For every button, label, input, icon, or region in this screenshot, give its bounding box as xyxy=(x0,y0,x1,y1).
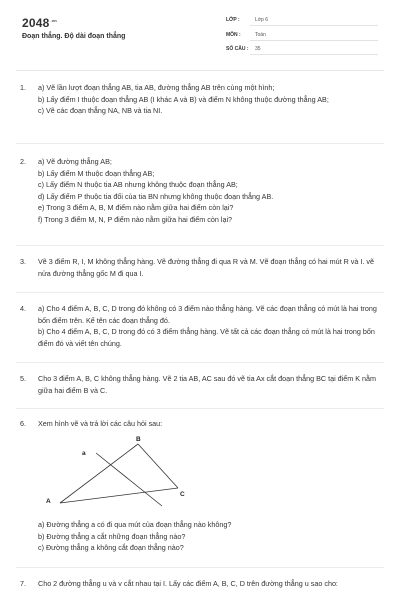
question-7 xyxy=(20,578,380,590)
question-line: Xem hình vẽ và trả lời các câu hỏi sau: xyxy=(38,419,163,428)
line-a xyxy=(96,453,162,506)
question-line: f) Trong 3 điểm M, N, P điểm nào nằm giữa hai điểm còn lại? xyxy=(38,214,233,224)
segment-ac xyxy=(60,488,178,503)
question-divider xyxy=(16,143,384,144)
question-line: b) Lấy điểm M thuộc đoạn thẳng AB; xyxy=(38,168,155,178)
question-line: d) Lấy điểm P thuộc tia đối của tia BN nhưng không thuộc đoạn thẳng AB. xyxy=(38,191,274,201)
question-count-label: SỐ CÂU : xyxy=(226,46,249,52)
document-title: Đoạn thẳng. Độ dài đoạn thẳng xyxy=(22,33,126,40)
question-line: Cho 3 điểm A, B, C không thẳng hàng. Vẽ 2 tia AB, AC sau đó vẽ tia Ax cắt đoạn thẳng BC tại điểm K nằm giữa hai điểm B và C. xyxy=(38,374,377,395)
segment-bc xyxy=(138,444,178,488)
question-6 xyxy=(20,418,380,430)
question-divider xyxy=(16,567,384,568)
question-line: a) Vẽ đường thẳng AB; xyxy=(38,157,112,166)
question-number: 5. xyxy=(20,374,26,383)
question-number: 7. xyxy=(20,579,26,588)
question-line: b) Cho 4 điểm A, B, C, D trong đó có 3 điểm thẳng hàng. Vẽ tất cả các đoạn thẳng có mút là hai trong bốn điểm đó và viết tên chúng. xyxy=(38,327,375,348)
question-line: a) Đường thẳng a có đi qua mút của đoạn thẳng nào không? xyxy=(38,520,232,529)
header-divider xyxy=(16,70,384,71)
label-a-point: A xyxy=(46,498,51,505)
question-number: 3. xyxy=(20,257,26,266)
question-number: 4. xyxy=(20,304,26,313)
question-4 xyxy=(20,303,380,349)
question-2 xyxy=(20,156,380,226)
question-line: e) Trong 3 điểm A, B, M điểm nào nằm giữa hai điểm còn lại? xyxy=(38,203,234,213)
question-3 xyxy=(20,256,380,279)
grade-label: LỚP : xyxy=(226,17,240,23)
label-a-line: a xyxy=(82,450,86,457)
question-line: b) Đường thẳng a cắt những đoạn thẳng nào? xyxy=(38,531,186,541)
subject-label: MÔN : xyxy=(226,32,241,38)
question-number: 2. xyxy=(20,157,26,166)
question-line: c) Lấy điểm N thuộc tia AB nhưng không thuộc đoạn thẳng AB; xyxy=(38,180,238,190)
segment-ab xyxy=(60,444,138,503)
question-line: c) Vẽ các đoạn thẳng NA, NB và tia NI. xyxy=(38,106,163,116)
logo-text: 2048 xyxy=(22,16,50,30)
question-number: 6. xyxy=(20,419,26,428)
subject-value: Toán xyxy=(255,32,266,38)
subject-underline xyxy=(250,40,378,41)
page-header xyxy=(0,0,400,74)
question-5 xyxy=(20,373,380,396)
question-divider xyxy=(16,408,384,409)
question-count-value: 35 xyxy=(255,46,261,52)
logo-suffix: .vn xyxy=(50,18,57,23)
question-line: c) Đường thẳng a không cắt đoạn thẳng nào? xyxy=(38,543,184,553)
label-c: C xyxy=(180,491,185,498)
question-line: Vẽ 3 điểm R, I, M không thẳng hàng. Vẽ đường thẳng đi qua R và M. Vẽ đoạn thẳng có hai mút R và I. vẽ nửa đường thẳng gốc M đi qua I. xyxy=(38,257,374,278)
question-line: b) Lấy điểm I thuộc đoạn thẳng AB (I khác A và B) và điểm N không thuộc đường thẳng AB; xyxy=(38,94,329,104)
site-logo[interactable] xyxy=(22,16,57,30)
count-underline xyxy=(250,54,378,55)
question-divider xyxy=(16,245,384,246)
question-line: Cho 2 đường thẳng u và v cắt nhau tại I. Lấy các điểm A, B, C, D trên đường thẳng u sao cho: xyxy=(38,579,338,588)
geometry-figure xyxy=(40,432,200,512)
question-divider xyxy=(16,362,384,363)
question-line: a) Vẽ lần lượt đoạn thẳng AB, tia AB, đường thẳng AB trên cùng một hình; xyxy=(38,83,275,92)
question-line: a) Cho 4 điểm A, B, C, D trong đó không có 3 điểm nào thẳng hàng. Vẽ các đoạn thẳng có mút là hai trong bốn điểm trên. Kể tên các đoạn thẳng đó. xyxy=(38,304,377,325)
question-6-subquestions xyxy=(20,519,380,554)
question-divider xyxy=(16,292,384,293)
grade-value: Lớp 6 xyxy=(255,17,269,23)
label-b: B xyxy=(136,436,141,443)
question-1 xyxy=(20,82,380,117)
grade-underline xyxy=(250,25,378,26)
question-number: 1. xyxy=(20,83,26,92)
